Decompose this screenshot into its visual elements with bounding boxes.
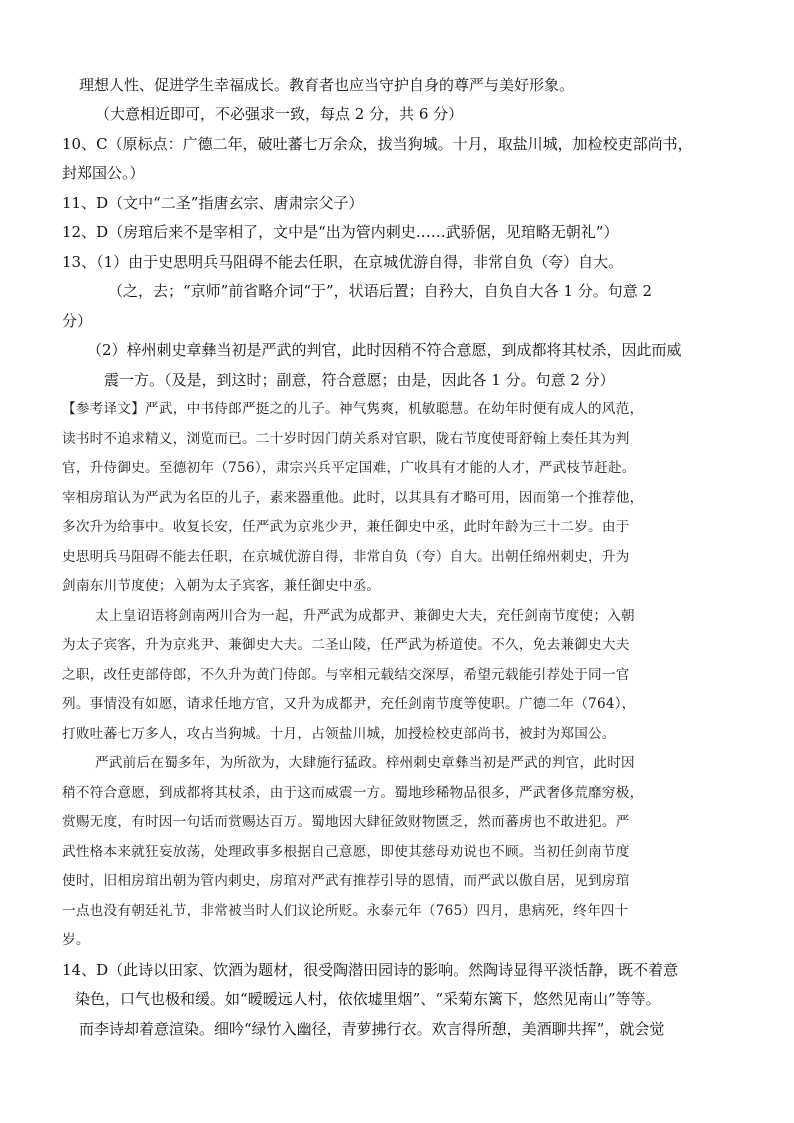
translation-line-2: 读书时不追求精义，浏览而已。二十岁时因门荫关系对官职，陇右节度使哥舒翰上奏任其为判 <box>62 431 630 447</box>
translation-line-9: 为太子宾客，升为京兆尹、兼御史大夫。二圣山陵，任严武为桥道使。不久，免去兼御史大夫 <box>62 637 630 653</box>
translation-line-17: 使时，旧相房琯出朝为管内刺史，房琯对严武有推荐引导的恩情，而严武以傲自居，见到房琯 <box>62 873 630 889</box>
answer-13-1-note-cont: 分） <box>62 312 93 330</box>
translation-line-3: 官，升侍御史。至德初年（756），肃宗兴兵平定国难，广收具有才能的人才，严武枝节赶赴。 <box>62 460 636 476</box>
translation-line-19: 岁。 <box>62 932 90 948</box>
translation-line-12: 打败吐蕃七万多人，攻占当狗城。十月，占领盐川城，加授检校吏部尚书，被封为郑国公。 <box>62 726 616 742</box>
translation-line-13: 严武前后在蜀多年，为所欲为，大肆施行猛政。梓州刺史章彝当初是严武的判官，此时因 <box>95 755 635 771</box>
answer-13-1-note: （之，去；“京师”前省略介词“于”，状语后置；自矜大，自负自大各 1 分。句意 2 <box>108 282 653 300</box>
translation-line-6: 史思明兵马阻碍不能去任职，在京城优游自得，非常自负（夸）自大。出朝任绵州刺史，升为 <box>62 549 630 565</box>
translation-line-15: 赏赐无度，有时因一句话而赏赐达百万。蜀地因大肆征敛财物匮乏，然而蕃虏也不敢进犯。严 <box>62 814 630 830</box>
answer-13-2-cont: 震一方。（及是，到这时；副意，符合意愿；由是，因此各 1 分。句意 2 分） <box>104 371 615 389</box>
translation-line-7: 剑南东川节度使；入朝为太子宾客，兼任御史中丞。 <box>62 578 381 594</box>
translation-line-14: 稍不符合意愿，到成都将其杖杀，由于这而威震一方。蜀地珍稀物品很多，严武奢侈荒靡穷极， <box>62 785 644 801</box>
answer-11: 11、D（文中“二圣”指唐玄宗、唐肃宗父子） <box>62 194 364 212</box>
translation-line-16: 武性格本来就狂妄放荡，处理政事多根据自己意愿，即使其慈母劝说也不顾。当初任剑南节度 <box>62 844 630 860</box>
translation-line-1: 【参考译文】严武，中书侍郎严挺之的儿子。神气隽爽，机敏聪慧。在幼年时便有成人的风范， <box>62 401 644 417</box>
answer-14: 14、D（此诗以田家、饮酒为题材，很受陶潜田园诗的影响。然陶诗显得平淡恬静，既不着意 <box>62 961 679 979</box>
translation-line-5: 多次升为给事中。收复长安，任严武为京兆少尹，兼任御史中丞，此时年龄为三十二岁。由于 <box>62 519 630 535</box>
answer-12: 12、D（房琯后来不是宰相了，文中是“出为管内刺史……武骄倨，见琯略无朝礼”） <box>62 223 619 241</box>
translation-line-11: 列。事情没有如愿，请求任地方官，又升为成都尹，充任剑南节度等使职。广德二年（764）， <box>62 696 636 712</box>
answer-14-cont-2: 而李诗却着意渲染。细吟“绿竹入幽径，青萝拂行衣。欢言得所憩，美酒聊共挥”，就会觉 <box>79 1020 665 1038</box>
answer-14-cont-1: 染色，口气也极和缓。如“暧暧远人村，依依墟里烟”、“采菊东篱下，悠然见南山”等等。 <box>75 990 661 1008</box>
translation-line-18: 一点也没有朝廷礼节，非常被当时人们议论所贬。永泰元年（765）四月，患病死，终年四十 <box>62 903 629 919</box>
translation-line-10: 之职，改任吏部侍郎，不久升为黄门侍郎。与宰相元载结交深厚，希望元载能引荐处于同一官 <box>62 667 630 683</box>
text-line-1: 理想人性、促进学生幸福成长。教育者也应当守护自身的尊严与美好形象。 <box>79 76 575 94</box>
translation-line-8: 太上皇诏语将剑南两川合为一起，升严武为成都尹、兼御史大夫，充任剑南节度使；入朝 <box>95 608 635 624</box>
translation-line-4: 宰相房琯认为严武为名臣的儿子，素来器重他。此时，以其具有才略可用，因而第一个推荐他， <box>62 490 644 506</box>
answer-13-2: （2）梓州刺史章彝当初是严武的判官，此时因稍不符合意愿，到成都将其杖杀，因此而威 <box>87 341 682 359</box>
answer-10: 10、C（原标点：广德二年，破吐蕃七万余众，拔当狗城。十月，取盐川城，加检校吏部尚书， <box>62 135 693 153</box>
text-line-2: （大意相近即可，不必强求一致，每点 2 分，共 6 分） <box>95 105 464 123</box>
answer-13-1: 13、（1）由于史思明兵马阻碍不能去任职，在京城优游自得，非常自负（夸）自大。 <box>62 253 624 271</box>
answer-10-cont: 封郑国公。） <box>62 164 145 182</box>
